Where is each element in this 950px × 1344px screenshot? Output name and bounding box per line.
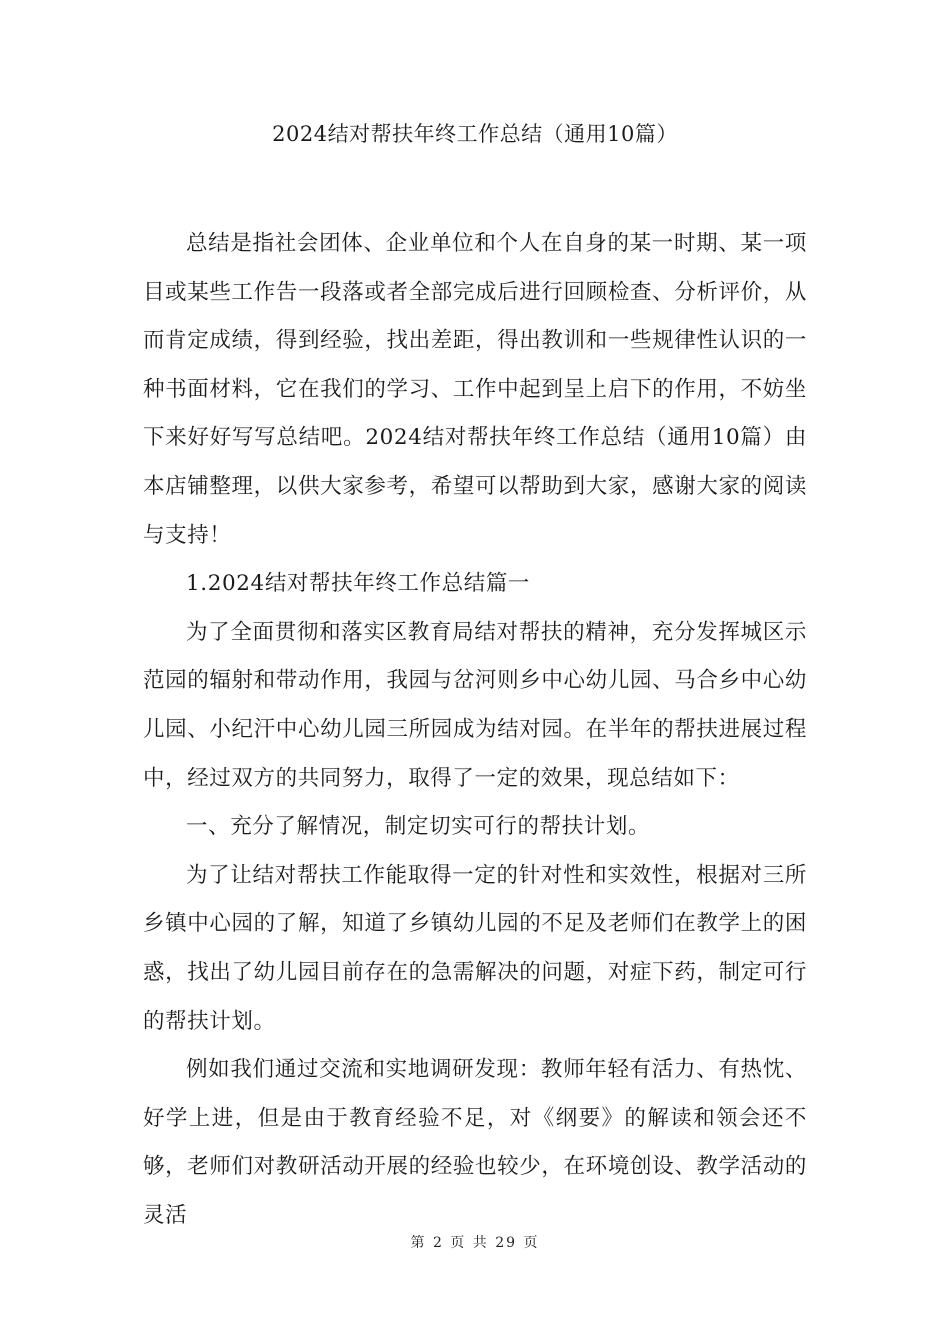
paragraph-example: 例如我们通过交流和实地调研发现：教师年轻有活力、有热忱、好学上进，但是由于教育经验不足，对《纲要》的解读和领会还不够，老师们对教研活动开展的经验也较少，在环境创设、教学活动的灵活 [143, 1057, 807, 1228]
document-body [143, 220, 807, 1240]
paragraph-intro: 总结是指社会团体、企业单位和个人在自身的某一时期、某一项目或某些工作告一段落或者全部完成后进行回顾检查、分析评价，从而肯定成绩，得到经验，找出差距，得出教训和一些规律性认识的一种书面材料，它在我们的学习、工作中起到呈上启下的作用，不妨坐下来好好写写总结吧。2024结对帮扶年终工作总结（通用10篇）由本店铺整理，以供大家参考，希望可以帮助到大家，感谢大家的阅读与支持！ [143, 231, 807, 548]
section-heading-1: 1.2024结对帮扶年终工作总结篇一 [186, 571, 531, 597]
page-number-footer: 第 2 页 共 29 页 [410, 1235, 540, 1251]
subheading-1: 一、充分了解情况，制定切实可行的帮扶计划。 [186, 814, 651, 840]
document-title: 2024结对帮扶年终工作总结（通用10篇） [272, 122, 678, 146]
paragraph-plan: 为了让结对帮扶工作能取得一定的针对性和实效性，根据对三所乡镇中心园的了解，知道了乡镇幼儿园的不足及老师们在教学上的困惑，找出了幼儿园目前存在的急需解决的问题，对症下药，制定可行的帮扶计划。 [143, 862, 807, 1034]
paragraph-background: 为了全面贯彻和落实区教育局结对帮扶的精神，充分发挥城区示范园的辐射和带动作用，我园与岔河则乡中心幼儿园、马合乡中心幼儿园、小纪汗中心幼儿园三所园成为结对园。在半年的帮扶进展过程中，经过双方的共同努力，取得了一定的效果，现总结如下： [143, 619, 807, 791]
